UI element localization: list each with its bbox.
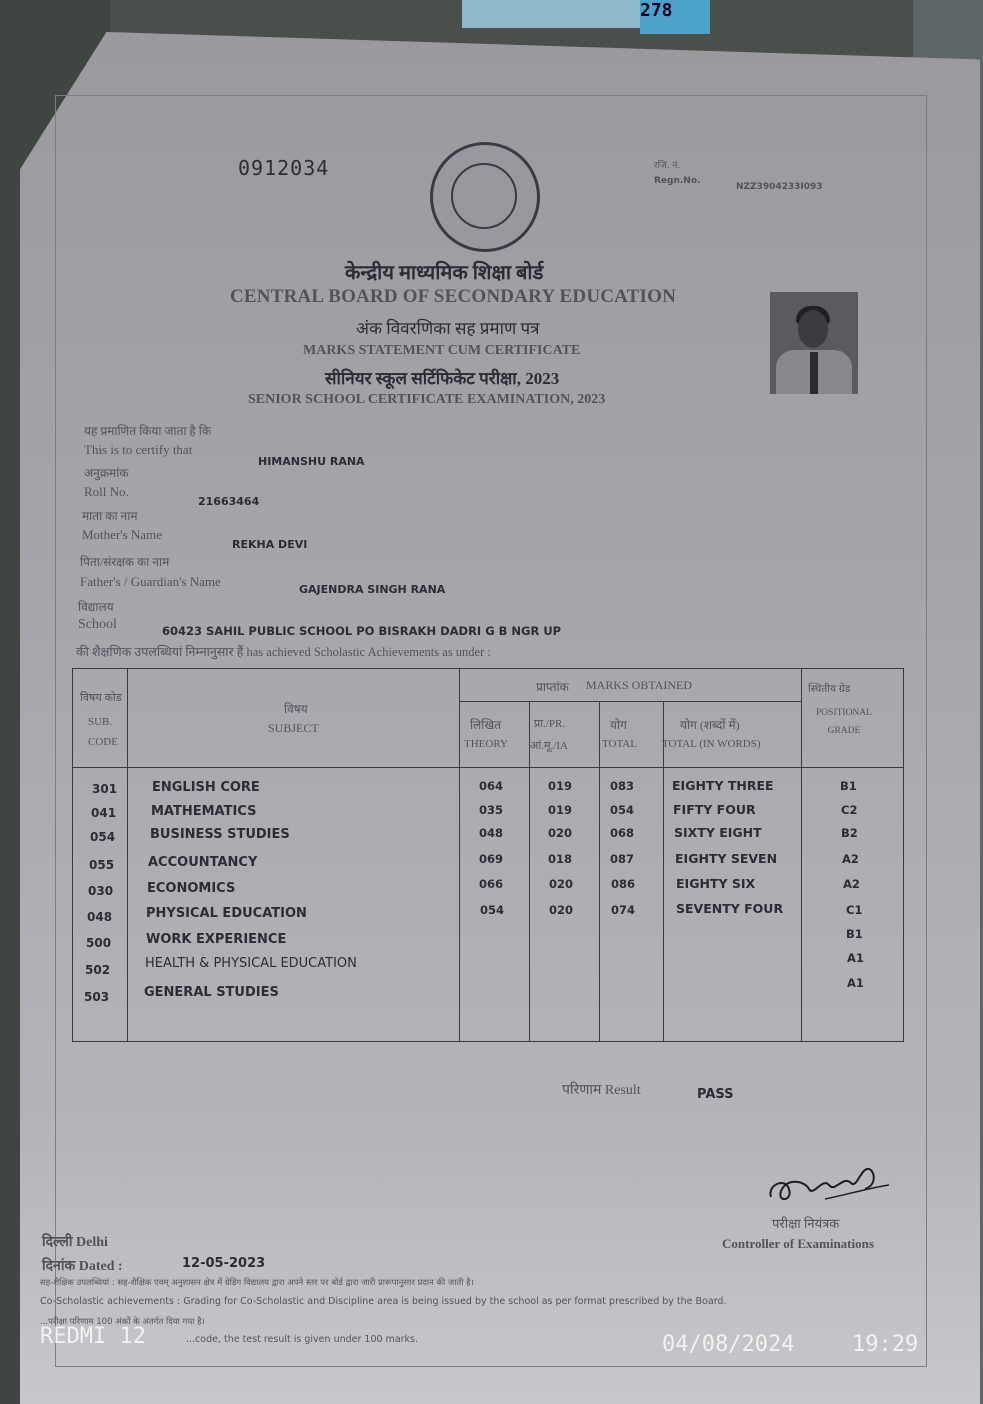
row-subject: PHYSICAL EDUCATION [146, 906, 307, 921]
row-pr: 019 [548, 779, 573, 793]
row-subject: HEALTH & PHYSICAL EDUCATION [145, 956, 357, 971]
reg-label-hi: रजि. नं. [654, 161, 681, 171]
row-code: 500 [86, 936, 112, 950]
certify-label-hi: यह प्रमाणित किया जाता है कि [84, 424, 212, 438]
row-code: 054 [90, 830, 116, 844]
row-code: 030 [88, 884, 114, 898]
header-code-hi: विषय कोड [80, 692, 122, 704]
row-code: 048 [87, 910, 113, 924]
row-subject: ENGLISH CORE [152, 780, 260, 795]
place-label: दिल्ली Delhi [42, 1235, 108, 1250]
school-name: 60423 SAHIL PUBLIC SCHOOL PO BISRAKH DADRI G B NGR UP [162, 624, 562, 638]
row-words: SIXTY EIGHT [674, 825, 762, 840]
row-words: EIGHTY THREE [672, 778, 774, 793]
row-grade: C1 [846, 903, 863, 917]
header-theory-hi: लिखित [470, 718, 502, 732]
header-words-hi: योग (शब्दों में) [680, 718, 740, 732]
exam-title-en: SENIOR SCHOOL CERTIFICATE EXAMINATION, 2023 [248, 392, 606, 407]
row-code: 041 [91, 806, 117, 820]
row-grade: A2 [842, 852, 859, 866]
camera-device-watermark: REDMI 12 [40, 1324, 146, 1349]
row-words: FIFTY FOUR [673, 802, 756, 817]
row-subject: ACCOUNTANCY [148, 855, 258, 870]
dated-label: दिनांक Dated : [42, 1259, 123, 1274]
board-name-hi: केन्द्रीय माध्यमिक शिक्षा बोर्ड [345, 262, 544, 284]
row-grade: A1 [847, 976, 864, 990]
header-subject-en: SUBJECT [268, 721, 319, 735]
note-en: Co-Scholastic achievements : Grading for Co-Scholastic and Discipline area is being issued by the school as per format prescribed by the Board. [40, 1296, 727, 1307]
row-words: SEVENTY FOUR [676, 901, 784, 916]
school-label-en: School [78, 617, 117, 632]
issue-date: 12-05-2023 [182, 1256, 266, 1271]
row-theory: 054 [480, 903, 505, 917]
note-hi-2: ...परीक्षा परिणाम 100 अंकों के अंतर्गत दिया गया है। [40, 1317, 205, 1327]
row-total: 074 [611, 903, 636, 917]
id-card-number: 278 [640, 0, 710, 34]
header-grade-en: POSITIONAL GRADE [816, 708, 872, 736]
header-total-en: TOTAL [602, 738, 637, 750]
reg-number: NZZ3904233I093 [736, 182, 823, 192]
header-pr-en: आं.मू./IA [530, 740, 568, 752]
row-total: 054 [610, 803, 635, 817]
row-theory: 048 [479, 826, 504, 840]
row-total: 083 [610, 779, 635, 793]
row-grade: B2 [841, 826, 858, 840]
controller-signature [765, 1155, 895, 1215]
row-grade: C2 [841, 803, 858, 817]
row-theory: 035 [479, 803, 504, 817]
doc-title-hi: अंक विवरणिका सह प्रमाण पत्र [356, 319, 540, 338]
header-marks-en: MARKS OBTAINED [586, 678, 693, 692]
row-total: 068 [610, 826, 635, 840]
note-hi: सह-शैक्षिक उपलब्धियां : सह-शैक्षिक एवम् अनुशासन क्षेत्र में ग्रेडिंग विद्यालय द्वारा अपने स्तर पर बोर्ड द्वारा जारी प्रारूपानुसार प्रदान की जाती है। [40, 1278, 474, 1288]
row-pr: 020 [548, 826, 573, 840]
row-theory: 069 [479, 852, 504, 866]
header-grade-hi: स्थितीय ग्रेड [808, 684, 851, 695]
header-total-hi: योग [610, 718, 627, 732]
row-grade: A2 [843, 877, 860, 891]
reg-label-en: Regn.No. [654, 176, 701, 186]
row-pr: 020 [549, 903, 574, 917]
row-grade: B1 [846, 927, 863, 941]
row-code: 301 [92, 782, 118, 796]
row-subject: WORK EXPERIENCE [146, 932, 287, 947]
row-theory: 064 [479, 779, 504, 793]
row-theory: 066 [479, 877, 504, 891]
header-pr-hi: प्रा./PR. [534, 718, 566, 730]
board-name-en: CENTRAL BOARD OF SECONDARY EDUCATION [230, 286, 677, 307]
father-label-en: Father's / Guardian's Name [80, 574, 221, 589]
mother-label-hi: माता का नाम [82, 509, 138, 523]
achieved-statement: की शैक्षणिक उपलब्धियां निम्नानुसार हैं has achieved Scholastic Achievements as under : [76, 645, 491, 659]
student-photo [770, 292, 858, 394]
row-grade: B1 [840, 779, 857, 793]
result-label: परिणाम Result [562, 1083, 641, 1098]
mother-name: REKHA DEVI [232, 538, 308, 551]
header-code-en: SUB. CODE [88, 716, 118, 748]
header-marks-hi: प्राप्तांक [536, 680, 569, 694]
row-words: EIGHTY SEVEN [675, 851, 778, 866]
row-grade: A1 [847, 951, 864, 965]
mother-label-en: Mother's Name [82, 527, 162, 542]
camera-time-watermark: 19:29 [852, 1332, 919, 1357]
row-pr: 020 [549, 877, 574, 891]
certify-label-en: This is to certify that [84, 442, 193, 457]
roll-number: 21663464 [198, 495, 260, 508]
header-theory-en: THEORY [464, 738, 508, 750]
exam-title-hi: सीनियर स्कूल सर्टिफिकेट परीक्षा, 2023 [325, 369, 560, 388]
note-en-2: ...code, the test result is given under 100 marks. [186, 1334, 419, 1345]
cbse-emblem-icon [430, 142, 540, 252]
serial-number: 0912034 [238, 156, 330, 180]
row-total: 087 [610, 852, 635, 866]
row-total: 086 [611, 877, 636, 891]
controller-label-hi: परीक्षा नियंत्रक [772, 1216, 840, 1231]
row-words: EIGHTY SIX [676, 876, 756, 891]
school-label-hi: विद्यालय [78, 600, 114, 614]
row-code: 503 [84, 990, 110, 1004]
row-code: 502 [85, 963, 111, 977]
row-subject: MATHEMATICS [151, 804, 257, 819]
row-code: 055 [89, 858, 115, 872]
header-words-en: TOTAL (IN WORDS) [662, 738, 761, 750]
row-pr: 019 [548, 803, 573, 817]
camera-date-watermark: 04/08/2024 [662, 1332, 795, 1357]
controller-label-en: Controller of Examinations [722, 1236, 874, 1251]
header-subject-hi: विषय [284, 702, 308, 716]
doc-title-en: MARKS STATEMENT CUM CERTIFICATE [303, 343, 581, 358]
row-subject: BUSINESS STUDIES [150, 827, 290, 842]
row-subject: ECONOMICS [147, 881, 236, 896]
student-name: HIMANSHU RANA [258, 455, 365, 468]
result-value: PASS [697, 1087, 734, 1102]
father-label-hi: पिता/संरक्षक का नाम [80, 555, 170, 569]
father-name: GAJENDRA SINGH RANA [299, 583, 446, 596]
roll-label-hi: अनुक्रमांक [84, 466, 129, 480]
row-pr: 018 [548, 852, 573, 866]
row-subject: GENERAL STUDIES [144, 985, 279, 1000]
roll-label-en: Roll No. [84, 484, 129, 499]
